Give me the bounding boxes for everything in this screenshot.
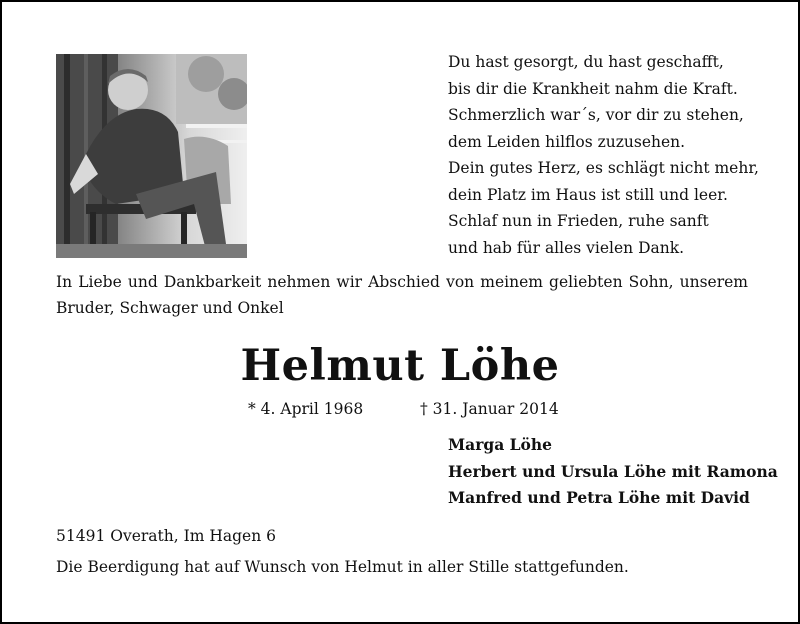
poem-line: Schmerzlich war´s, vor dir zu stehen, (448, 106, 744, 124)
poem-line: und hab für alles vielen Dank. (448, 238, 685, 257)
poem (448, 49, 759, 261)
poem-line: dein Platz im Haus ist still und leer. (448, 185, 728, 204)
birth-date: * 4. April 1968 (248, 400, 364, 418)
portrait-photo (56, 54, 247, 258)
mourner-entry: Marga Löhe (448, 435, 553, 454)
mourner-entry: Herbert und Ursula Löhe mit Ramona (448, 461, 778, 481)
death-date: † 31. Januar 2014 (420, 400, 559, 418)
poem-line: bis dir die Krankheit nahm die Kraft. (448, 79, 738, 98)
funeral-note: Die Beerdigung hat auf Wunsch von Helmut in aller Stille stattgefunden. (56, 558, 629, 576)
mourners-list (448, 432, 778, 512)
address: 51491 Overath, Im Hagen 6 (56, 527, 276, 545)
deceased-name: Helmut Löhe (240, 341, 560, 391)
poem-line: dem Leiden hilflos zuzusehen. (448, 132, 686, 151)
poem-line: Dein gutes Herz, es schlägt nicht mehr, (448, 159, 759, 177)
portrait-photo-image (56, 54, 247, 258)
mourner-entry: Manfred und Petra Löhe mit David (448, 488, 750, 507)
poem-line: Du hast gesorgt, du hast geschafft, (448, 53, 724, 71)
intro-text: In Liebe und Dankbarkeit nehmen wir Abschied von meinem geliebten Sohn, unserem Bruder, Schwager und Onkel (56, 273, 748, 317)
poem-line: Schlaf nun in Frieden, ruhe sanft (448, 212, 709, 230)
